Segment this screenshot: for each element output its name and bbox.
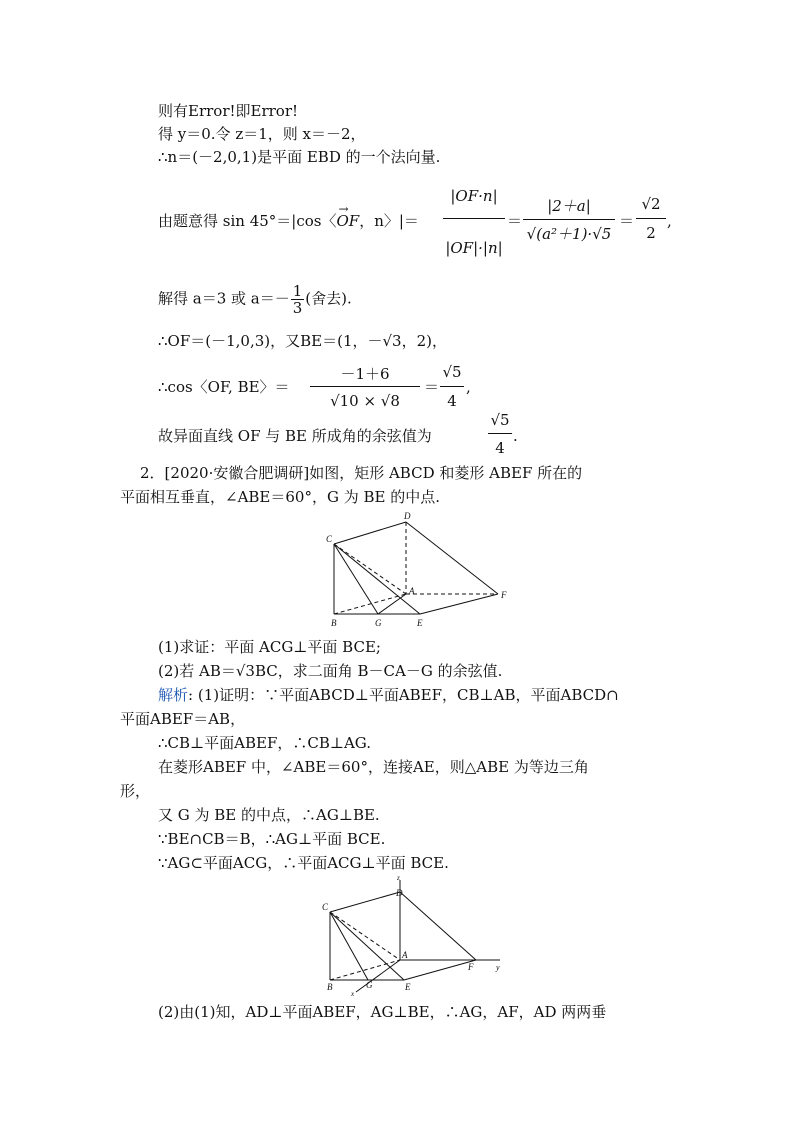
solution-line5: 形， bbox=[120, 782, 151, 800]
solution-line3: ∴CB⊥平面ABEF，∴CB⊥AG. bbox=[158, 734, 372, 752]
fig1-label-b: B bbox=[331, 618, 337, 628]
solution-line2: 平面ABEF＝AB， bbox=[120, 710, 246, 728]
fig1-label-a: A bbox=[409, 586, 415, 596]
fig2-label-y: y bbox=[496, 963, 500, 972]
frac3-bar bbox=[636, 218, 666, 219]
line-sin45-prefix: 由题意得 sin 45°＝|cos〈 → OF，n〉|＝ bbox=[158, 202, 419, 230]
fig2-label-c: C bbox=[322, 902, 329, 912]
fig1-label-f: F bbox=[501, 590, 507, 600]
solution-label: 解析 bbox=[158, 686, 189, 704]
comma-2: , bbox=[466, 378, 471, 396]
eq-sign-3: ＝ bbox=[424, 378, 440, 396]
question-2: (2)若 AB＝√3BC，求二面角 B－CA－G 的余弦值. bbox=[158, 662, 503, 680]
solution-line1: 解析: (1)证明：∵平面ABCD⊥平面ABEF，CB⊥AB，平面ABCD∩ bbox=[158, 686, 619, 704]
solution-line7: ∵BE∩CB＝B，∴AG⊥平面 BCE. bbox=[158, 830, 386, 848]
fig2-label-d: D bbox=[396, 888, 403, 898]
fig2-label-e: E bbox=[405, 982, 411, 992]
frac2-bar bbox=[523, 219, 615, 220]
line-solve-a: 解得 a＝3 或 a＝－ $\frac{1}{3}$ (舍去). bbox=[158, 282, 352, 317]
frac3-numerator: √2 bbox=[641, 195, 661, 213]
cos-numerator: －1＋6 bbox=[340, 365, 390, 383]
frac1-numerator: |OF·n| bbox=[450, 187, 498, 205]
line-normal-vector: ∴n＝(－2,0,1)是平面 EBD 的一个法向量. bbox=[158, 148, 441, 166]
fig1-label-d: D bbox=[404, 511, 411, 521]
fig2-label-x: x bbox=[351, 990, 355, 998]
fig1-label-g: G bbox=[375, 618, 382, 628]
frac1-bar bbox=[443, 218, 505, 219]
figure-2 bbox=[316, 872, 526, 1000]
frac3-denominator: 2 bbox=[646, 224, 656, 242]
eq-sign-2: ＝ bbox=[619, 212, 635, 230]
fig2-label-b: B bbox=[327, 982, 333, 992]
frac2-numerator: |2＋a| bbox=[547, 197, 591, 215]
problem2-line1: 2．[2020·安徽合肥调研]如图，矩形 ABCD 和菱形 ABEF 所在的 bbox=[140, 464, 583, 482]
fig2-label-z: z bbox=[397, 874, 400, 882]
conclusion-den: 4 bbox=[495, 439, 505, 457]
question-1: (1)求证：平面 ACG⊥平面 BCE; bbox=[158, 638, 381, 656]
solution-line8: ∵AG⊂平面ACG，∴平面ACG⊥平面 BCE. bbox=[158, 854, 449, 872]
line-set-z: 得 y＝0.令 z＝1，则 x＝－2， bbox=[158, 125, 366, 143]
frac2-denominator: √(a²＋1)·√5 bbox=[526, 225, 612, 243]
cos-result-num: √5 bbox=[442, 363, 462, 381]
frac1-denominator: |OF|·|n| bbox=[445, 239, 503, 257]
solution-line9: (2)由(1)知，AD⊥平面ABEF，AG⊥BE，∴AG，AF，AD 两两垂 bbox=[158, 1003, 607, 1021]
cos-result-den: 4 bbox=[447, 392, 457, 410]
line-conclusion: 故异面直线 OF 与 BE 所成角的余弦值为 bbox=[158, 427, 432, 445]
figure-1 bbox=[320, 508, 520, 633]
conclusion-bar bbox=[488, 433, 512, 434]
cos-bar bbox=[310, 386, 420, 387]
fig2-label-g: G bbox=[366, 980, 373, 990]
eq-sign-1: ＝ bbox=[507, 212, 523, 230]
fig1-label-e: E bbox=[417, 618, 423, 628]
comma: , bbox=[667, 212, 672, 230]
fig1-label-c: C bbox=[326, 534, 333, 544]
line-vectors: ∴OF＝(－1,0,3)，又BE＝(1，－√3，2)， bbox=[158, 332, 447, 350]
fig2-label-f: F bbox=[468, 962, 474, 972]
cos-result-bar bbox=[440, 386, 464, 387]
period: . bbox=[513, 427, 518, 445]
problem2-line2: 平面相互垂直，∠ABE＝60°，G 为 BE 的中点. bbox=[120, 488, 440, 506]
solution-line6: 又 G 为 BE 的中点，∴AG⊥BE. bbox=[158, 806, 380, 824]
line-error: 则有Error!即Error! bbox=[158, 102, 299, 120]
line-cos-prefix: ∴cos〈OF, BE〉＝ bbox=[158, 378, 290, 396]
conclusion-num: √5 bbox=[490, 411, 510, 429]
cos-denominator: √10 × √8 bbox=[330, 392, 400, 410]
solution-line4: 在菱形ABEF 中，∠ABE＝60°，连接AE，则△ABE 为等边三角 bbox=[158, 758, 589, 776]
fig2-label-a: A bbox=[402, 950, 408, 960]
